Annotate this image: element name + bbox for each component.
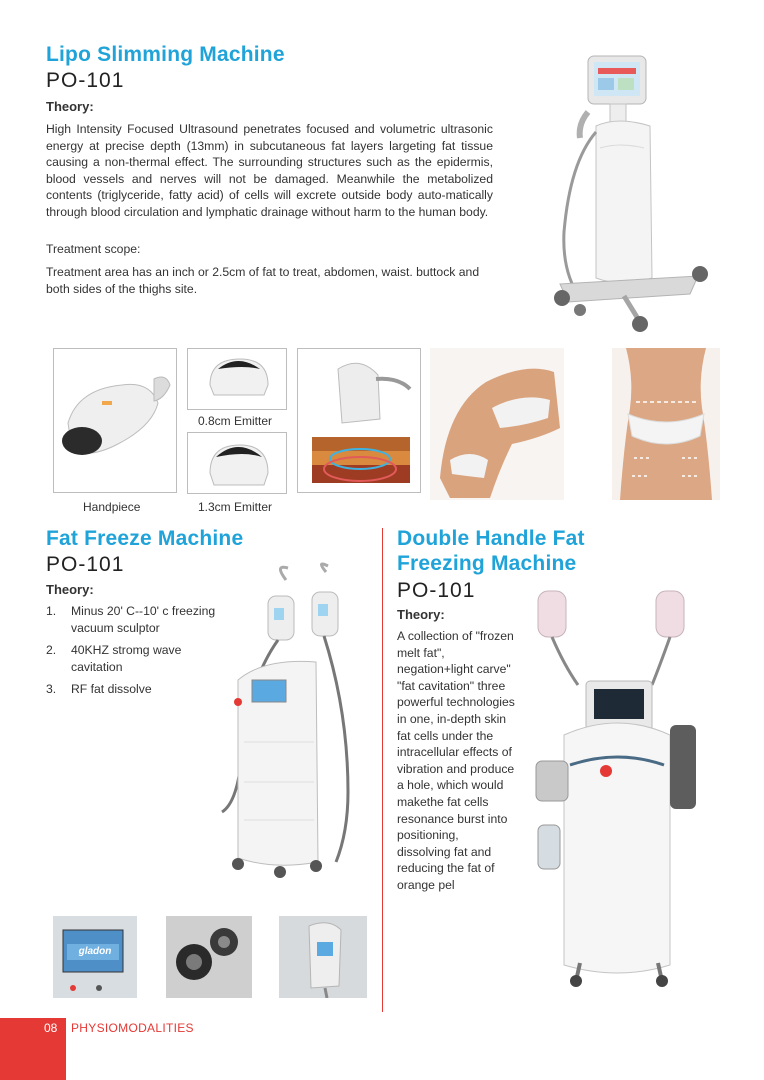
torso-icon: [430, 348, 564, 500]
waist-icon: [612, 348, 720, 500]
body-photo-waist: [612, 348, 720, 500]
handpiece-icon: [54, 349, 177, 493]
screen-icon: [53, 916, 137, 998]
section1-scope-label: Treatment scope:: [46, 242, 141, 256]
double-handle-machine-image: [520, 585, 712, 987]
section2-theory-list: [46, 603, 221, 704]
screen-brand-label: gladon: [78, 946, 112, 957]
body-photo-torso: [430, 348, 564, 500]
section1-scope-text: Treatment area has an inch or 2.5cm of fat to treat, abdomen, waist. buttock and both sides of the thighs site.: [46, 265, 480, 296]
skin-layer-icon: [298, 349, 421, 493]
section2-model: PO-101: [46, 553, 125, 576]
emitter-13-photo: [187, 432, 287, 494]
lipo-machine-image: [540, 52, 720, 337]
section1-theory-text: High Intensity Focused Ultrasound penetrates focused and volumetric ultrasonic energy at precise depth (13mm) in subcutaneous fat layers largeting fat tissue causing a non-thermal effect. The surrounding structures such as the epidermis, blood vessels and nerves will not be damaged. Meanwhile the metabolized contents (triglyceride, fatty acid) of cells will excrete outside body auto-matically through blood circulation and lymphatic drainage without harm to the human body.: [46, 122, 493, 219]
section2-title: Fat Freeze Machine: [46, 527, 244, 550]
section3-title-line1: Double Handle Fat: [397, 527, 585, 550]
caption-handpiece: Handpiece: [83, 500, 141, 514]
section1-model: PO-101: [46, 69, 125, 92]
caption-emitter-13: 1.3cm Emitter: [198, 500, 273, 514]
skin-layer-diagram-photo: [297, 348, 421, 493]
footer-section-name: PHYSIOMODALITIES: [71, 1021, 194, 1035]
emitter-icon: [188, 349, 287, 410]
freeze-handle-icon: [279, 916, 367, 998]
section1-title: Lipo Slimming Machine: [46, 43, 285, 66]
freeze-handle-photo: [279, 916, 367, 998]
control-screen-photo: [53, 916, 137, 998]
section3-model: PO-101: [397, 579, 476, 602]
section1-theory-label: Theory:: [46, 99, 94, 114]
rf-head-photo: [166, 916, 252, 998]
emitter-08-photo: [187, 348, 287, 410]
section3-theory-label: Theory:: [397, 607, 445, 622]
emitter-icon: [188, 433, 287, 494]
fat-freeze-machine-image: [208, 562, 368, 902]
section3-title-line2: Freezing Machine: [397, 552, 577, 575]
list-item: 2. 40KHZ stromg wave cavitation: [46, 643, 182, 674]
section3-theory-text: A collection of "frozen melt fat", negation+light carve" "fat cavitation" three powerful technologies in one, in-depth skin fat cells under the intracellular effects of vibration and produce a hole, which would makethe fat cells resonance burst into positioning, dissolving fat and reducing the fat of orange pel: [397, 629, 515, 892]
list-item: 1. Minus 20' C--10' c freezing vacuum sculptor: [46, 604, 216, 635]
caption-emitter-08: 0.8cm Emitter: [198, 414, 273, 428]
rf-head-icon: [166, 916, 252, 998]
list-item: 3. RF fat dissolve: [46, 682, 152, 697]
section2-theory-label: Theory:: [46, 582, 94, 597]
handpiece-photo: [53, 348, 177, 493]
page-number: 08: [44, 1021, 58, 1035]
column-divider: [382, 528, 383, 1012]
